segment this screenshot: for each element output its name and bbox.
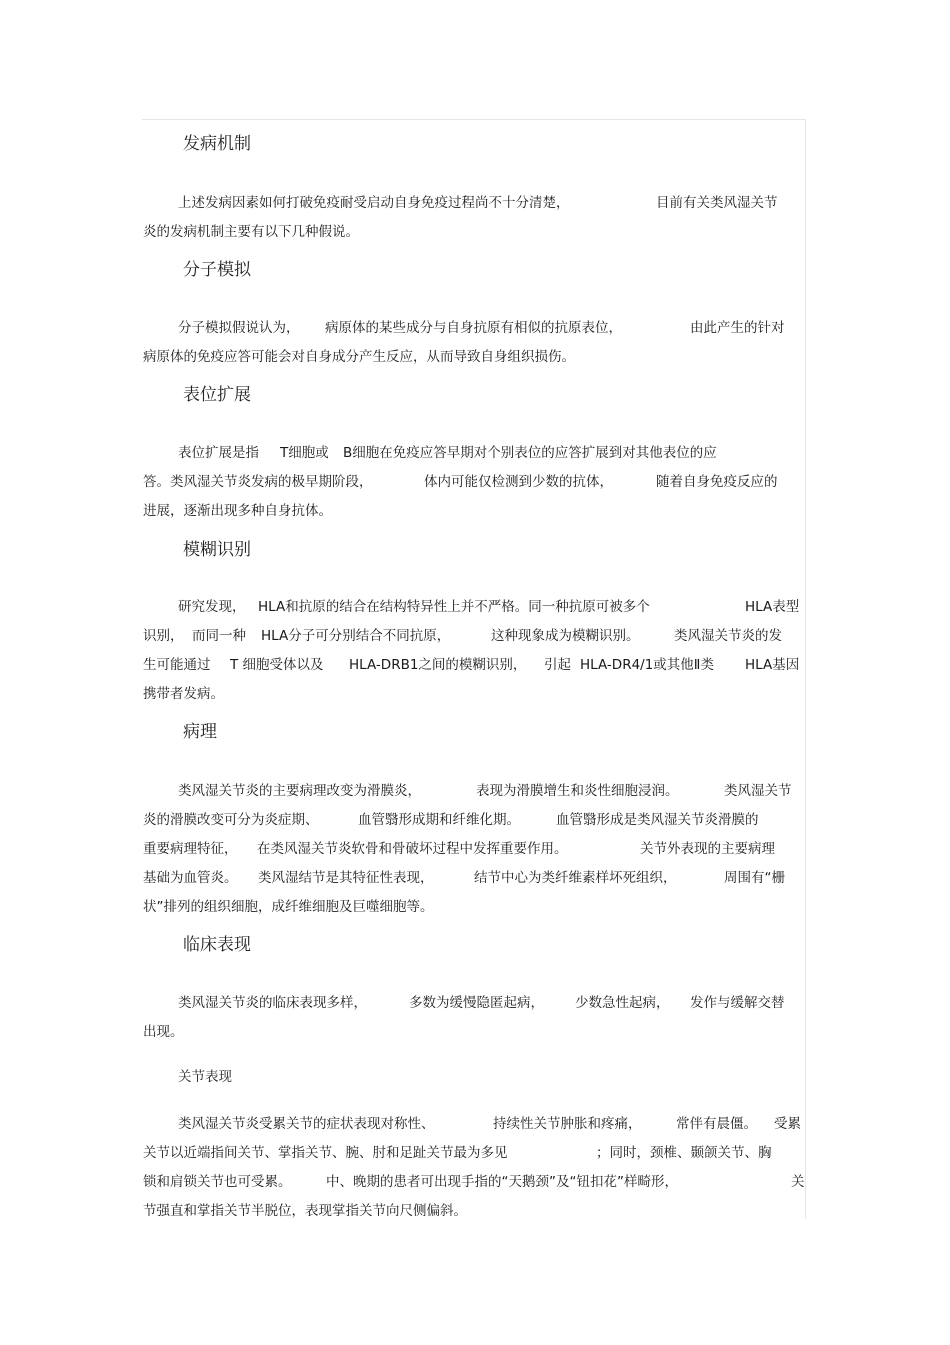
paragraph-line: 由此产生的针对 — [690, 320, 785, 336]
paragraph-line: 少数急性起病， — [575, 995, 670, 1011]
paragraph-line: 目前有关类风湿关节 — [656, 195, 778, 211]
paragraph-line: 进展，逐渐出现多种自身抗体。 — [143, 503, 332, 519]
section-heading-molecular-mimicry: 分子模拟 — [183, 260, 251, 280]
paragraph-line: HLA和抗原的结合在结构特异性上并不严格。同一种抗原可被多个 — [258, 599, 650, 615]
paragraph-line: 答。类风湿关节炎发病的极早期阶段， — [143, 474, 373, 490]
paragraph-line: 生可能通过 — [143, 657, 211, 673]
paragraph-line: 状”排列的组织细胞，成纤维细胞及巨噬细胞等。 — [143, 899, 434, 915]
paragraph-line: T 细胞受体以及 — [230, 657, 324, 673]
subsection-heading-joint-manifestations: 关节表现 — [178, 1069, 232, 1085]
paragraph-line: ；同时，颈椎、颞颌关节、胸 — [596, 1145, 772, 1161]
paragraph-line: 表位扩展是指 — [178, 445, 259, 461]
paragraph-line: 分子模拟假说认为， — [178, 320, 300, 336]
paragraph-line: B细胞在免疫应答早期对个别表位的应答扩展到对其他表位的应 — [343, 445, 717, 461]
paragraph-line: 类风湿关节 — [724, 783, 792, 799]
section-heading-epitope-spreading: 表位扩展 — [183, 385, 251, 405]
paragraph-line: 重要病理特征， — [143, 841, 238, 857]
paragraph-line: 锁和肩锁关节也可受累。 — [143, 1174, 292, 1190]
paragraph-line: 病原体的某些成分与自身抗原有相似的抗原表位， — [325, 320, 622, 336]
paragraph-line: 发作与缓解交替 — [690, 995, 785, 1011]
paragraph-line: 这种现象成为模糊识别。 — [491, 628, 640, 644]
paragraph-line: 炎的发病机制主要有以下几种假说。 — [143, 224, 359, 240]
paragraph-line: HLA分子可分别结合不同抗原， — [261, 628, 451, 644]
paragraph-line: 识别， — [143, 628, 184, 644]
paragraph-line: 携带者发病。 — [143, 686, 224, 702]
paragraph-line: 多数为缓慢隐匿起病， — [409, 995, 544, 1011]
paragraph-line: 类风湿关节炎的主要病理改变为滑膜炎， — [178, 783, 421, 799]
paragraph-line: 炎的滑膜改变可分为炎症期、 — [143, 812, 319, 828]
paragraph-line: HLA-DRB1之间的模糊识别， — [349, 657, 527, 673]
paragraph-line: 类风湿关节炎的临床表现多样， — [178, 995, 367, 1011]
paragraph-line: 病原体的免疫应答可能会对自身成分产生反应，从而导致自身组织损伤。 — [143, 349, 575, 365]
paragraph-line: 类风湿结节是其特征性表现， — [258, 870, 434, 886]
paragraph-line: 类风湿关节炎受累关节的症状表现对称性、 — [178, 1116, 435, 1132]
paragraph-line: 上述发病因素如何打破免疫耐受启动自身免疫过程尚不十分清楚， — [178, 195, 570, 211]
paragraph-line: 随着自身免疫反应的 — [656, 474, 778, 490]
paragraph-line: 血管翳形成是类风湿关节炎滑膜的 — [556, 812, 759, 828]
paragraph-line: 结节中心为类纤维素样坏死组织， — [474, 870, 677, 886]
paragraph-line: HLA表型 — [745, 599, 800, 615]
paragraph-line: 基础为血管炎。 — [143, 870, 238, 886]
paragraph-line: 类风湿关节炎的发 — [674, 628, 782, 644]
paragraph-line: 血管翳形成期和纤维化期。 — [358, 812, 520, 828]
paragraph-line: T细胞或 — [280, 445, 329, 461]
paragraph-line: 表现为滑膜增生和炎性细胞浸润。 — [476, 783, 679, 799]
paragraph-line: 研究发现， — [178, 599, 246, 615]
paragraph-line: 受累 — [774, 1116, 801, 1132]
paragraph-line: 引起 — [544, 657, 571, 673]
paragraph-line: 出现。 — [143, 1024, 184, 1040]
paragraph-line: 关节外表现的主要病理 — [640, 841, 775, 857]
section-heading-clinical-manifestations: 临床表现 — [183, 935, 251, 955]
paragraph-line: 在类风湿关节炎软骨和骨破坏过程中发挥重要作用。 — [257, 841, 568, 857]
paragraph-line: HLA基因 — [745, 657, 800, 673]
paragraph-line: 关节以近端指间关节、掌指关节、腕、肘和足趾关节最为多见 — [143, 1145, 508, 1161]
paragraph-line: HLA-DR4/1或其他Ⅱ类 — [580, 657, 714, 673]
paragraph-line: 关 — [791, 1174, 805, 1190]
paragraph-line: 周围有“栅 — [724, 870, 785, 886]
paragraph-line: 持续性关节肿胀和疼痛， — [493, 1116, 642, 1132]
paragraph-line: 中、晚期的患者可出现手指的“天鹅颈”及“钮扣花”样畸形， — [326, 1174, 678, 1190]
paragraph-line: 节强直和掌指关节半脱位，表现掌指关节向尺侧偏斜。 — [143, 1203, 467, 1219]
paragraph-line: 常伴有晨僵。 — [676, 1116, 757, 1132]
section-heading-pathogenesis: 发病机制 — [183, 134, 251, 154]
paragraph-line: 而同一种 — [192, 628, 246, 644]
paragraph-line: 体内可能仅检测到少数的抗体， — [424, 474, 613, 490]
section-heading-pathology: 病理 — [183, 722, 217, 742]
section-heading-fuzzy-recognition: 模糊识别 — [183, 540, 251, 560]
